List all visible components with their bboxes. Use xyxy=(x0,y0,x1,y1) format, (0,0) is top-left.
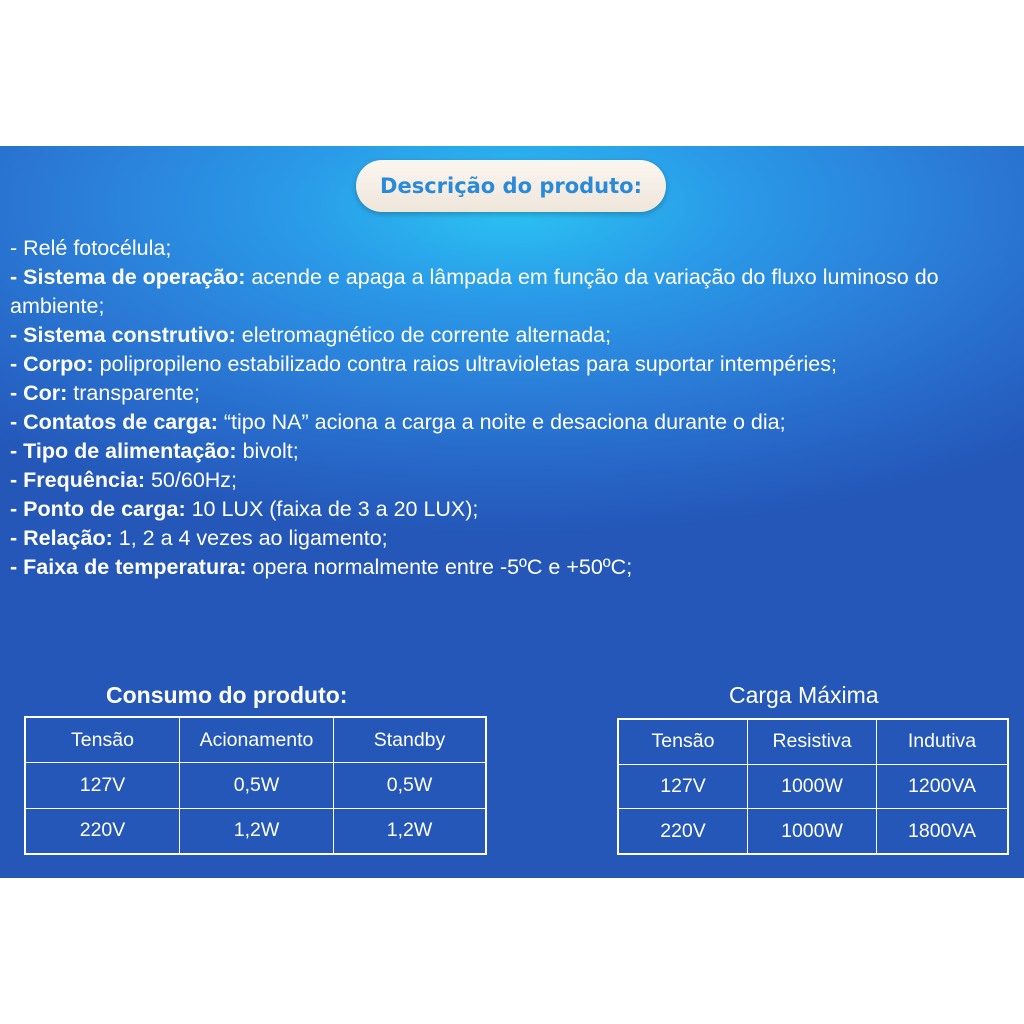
table-row xyxy=(618,809,1008,854)
table-header: Indutiva xyxy=(877,719,1009,764)
table-cell: 220V xyxy=(25,808,180,854)
desc-item: - Relé fotocélula; xyxy=(10,236,172,260)
desc-item: - Tipo de alimentação: bivolt; xyxy=(10,439,299,463)
table-header: Tensão xyxy=(618,719,748,764)
table-cell: 127V xyxy=(618,764,748,808)
table-cell: 1000W xyxy=(748,764,877,808)
page-title: Descrição do produto: xyxy=(380,174,642,198)
title-pill xyxy=(356,160,666,212)
consumo-title: Consumo do produto: xyxy=(106,682,348,708)
desc-item: - Sistema construtivo: eletromagnético de corrente alternada; xyxy=(10,323,612,347)
table-cell: 1000W xyxy=(748,809,877,854)
product-banner xyxy=(0,146,1024,878)
table-row xyxy=(25,763,486,808)
desc-item: - Relação: 1, 2 a 4 vezes ao ligamento; xyxy=(10,526,388,550)
table-cell: 1,2W xyxy=(180,808,334,854)
table-cell: 1,2W xyxy=(334,808,487,854)
description-list xyxy=(10,234,1016,582)
table-header: Standby xyxy=(334,717,487,763)
table-cell: 0,5W xyxy=(334,763,487,808)
table-cell: 127V xyxy=(25,763,180,808)
table-cell: 1200VA xyxy=(877,764,1009,808)
table-header-row xyxy=(25,717,486,763)
table-cell: 0,5W xyxy=(180,763,334,808)
desc-item: - Contatos de carga: “tipo NA” aciona a carga a noite e desaciona durante o dia; xyxy=(10,410,786,434)
desc-item: - Corpo: polipropileno estabilizado contra raios ultravioletas para suportar intempéries; xyxy=(10,352,837,376)
table-cell: 1800VA xyxy=(877,809,1009,854)
table-header-row xyxy=(618,719,1008,764)
desc-item: - Frequência: 50/60Hz; xyxy=(10,468,238,492)
desc-item: - Ponto de carga: 10 LUX (faixa de 3 a 20 LUX); xyxy=(10,497,479,521)
desc-item: - Faixa de temperatura: opera normalmente entre -5ºC e +50ºC; xyxy=(10,555,633,579)
desc-item: - Cor: transparente; xyxy=(10,381,200,405)
table-row xyxy=(25,808,486,854)
table-header: Tensão xyxy=(25,717,180,763)
consumo-table xyxy=(24,716,487,855)
table-row xyxy=(618,764,1008,808)
desc-item: - Sistema de operação: acende e apaga a lâmpada em função da variação do fluxo luminoso do ambiente; xyxy=(10,265,939,318)
carga-table xyxy=(617,718,1009,855)
table-header: Resistiva xyxy=(748,719,877,764)
table-cell: 220V xyxy=(618,809,748,854)
carga-title: Carga Máxima xyxy=(729,682,879,708)
table-header: Acionamento xyxy=(180,717,334,763)
